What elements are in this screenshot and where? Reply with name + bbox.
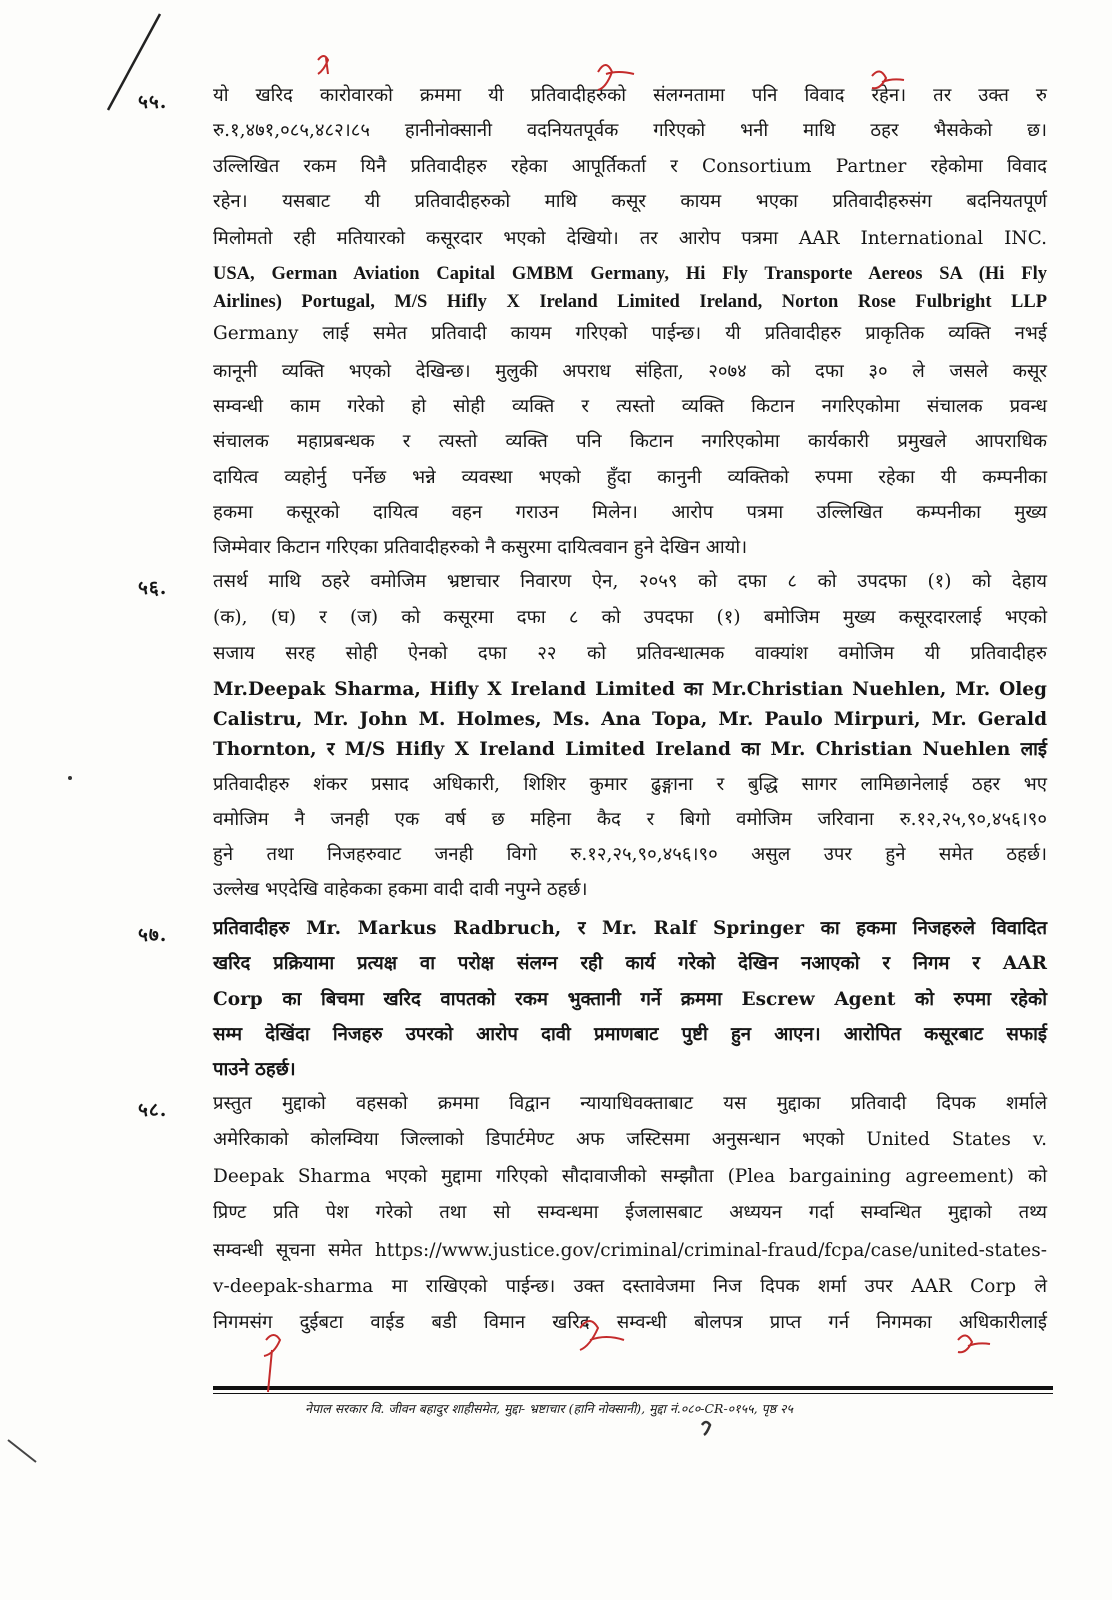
paragraph-line: (क), (घ) र (ज) को कसूरमा दफा ८ को उपदफा (१) बमोजिम मुख्य कसूरदारलाई भएको	[213, 607, 1047, 628]
paragraph-line: Corp का बिचमा खरिद वापतको रकम भुक्तानी गर्ने क्रममा Escrew Agent को रुपमा रहेको	[213, 989, 1047, 1010]
paragraph-number: ५६.	[138, 577, 168, 599]
paragraph-line: हुने तथा निजहरुवाट जनही विगो रु.१२,२५,९०,४५६।९० असुल उपर हुने समेत ठहर्छ।	[213, 844, 1047, 865]
initials-red-top	[318, 56, 904, 90]
paragraph-line: वमोजिम नै जनही एक वर्ष छ महिना कैद र बिगो वमोजिम जरिवाना रु.१२,२५,९०,४५६।९०	[213, 809, 1047, 830]
paragraph-line: Mr.Deepak Sharma, Hifly X Ireland Limited का Mr.Christian Nuehlen, Mr. Oleg	[213, 679, 1047, 700]
scan-streak-bottom	[8, 1440, 36, 1462]
paragraph-line: प्रतिवादीहरु Mr. Markus Radbruch, र Mr. Ralf Springer का हकमा निजहरुले विवादित	[213, 918, 1047, 939]
paragraph-line: दायित्व व्यहोर्नु पर्नेछ भन्ने व्यवस्था भएको हुँदा कानुनी व्यक्तिको रुपमा रहेका यी कम्पनीका	[213, 467, 1047, 488]
paragraph-line: उल्लेख भएदेखि वाहेकका हकमा वादी दावी नपुग्ने ठहर्छ।	[213, 879, 588, 900]
paragraph-line: मिलोमतो रही मतियारको कसूरदार भएको देखियो। तर आरोप पत्रमा AAR International INC.	[213, 228, 1047, 249]
footer-citation: नेपाल सरकार वि. जीवन बहादुर शाहीसमेत, मुद्दा- भ्रष्टाचार (हानि नोक्सानी), मुद्दा नं.०८०-CR-०१५५, पृष्ठ २५	[305, 1401, 794, 1416]
paragraph-number: ५८.	[138, 1099, 168, 1121]
paragraph-line: रहेन। यसबाट यी प्रतिवादीहरुको माथि कसूर कायम भएका प्रतिवादीहरुसंग बदनियतपूर्ण	[213, 191, 1047, 212]
scan-streak-top	[108, 14, 160, 110]
paragraph-line: कानूनी व्यक्ति भएको देखिन्छ। मुलुकी अपराध संहिता, २०७४ को दफा ३० ले जसले कसूर	[213, 361, 1047, 382]
paragraph-line: Deepak Sharma भएको मुद्दामा गरिएको सौदावाजीको सम्झौता (Plea bargaining agreement) को	[213, 1166, 1047, 1187]
paragraph-line: यो खरिद कारोवारको क्रममा यी प्रतिवादीहरुको संलग्नतामा पनि विवाद रहेन। तर उक्त रु	[213, 85, 1047, 106]
paragraph-line: प्रिण्ट प्रति पेश गरेको तथा सो सम्वन्धमा ईजलासबाट अध्ययन गर्दा सम्वन्धित मुद्दाको तथ्य	[213, 1202, 1047, 1223]
paragraph-number: ५५.	[138, 91, 168, 113]
paragraph-line: सम्म देखिंदा निजहरु उपरको आरोप दावी प्रमाणबाट पुष्टी हुन आएन। आरोपित कसूरबाट सफाई	[213, 1024, 1047, 1045]
paragraph-line: Germany लाई समेत प्रतिवादी कायम गरिएको पाईन्छ। यी प्रतिवादीहरु प्राकृतिक व्यक्ति नभई	[213, 323, 1047, 344]
initials-red-bottom	[264, 1321, 990, 1392]
paragraph-line: USA, German Aviation Capital GMBM Germany, Hi Fly Transporte Aereos SA (Hi Fly	[213, 264, 1047, 284]
paragraph-line: सम्वन्धी सूचना समेत https://www.justice.gov/criminal/criminal-fraud/fcpa/case/united-states-	[213, 1240, 1047, 1261]
paragraph-number: ५७.	[138, 924, 168, 946]
paragraph-line: संचालक महाप्रबन्धक र त्यस्तो व्यक्ति पनि किटान नगरिएकोमा कार्यकारी प्रमुखले आपराधिक	[213, 431, 1047, 452]
paragraph-line: निगमसंग दुईबटा वाईड बडी विमान खरिद सम्वन्धी बोलपत्र प्राप्त गर्न निगमका अधिकारीलाई	[213, 1312, 1047, 1333]
ink-smudge	[702, 1422, 710, 1435]
paragraph-line: खरिद प्रक्रियामा प्रत्यक्ष वा परोक्ष संलग्न रही कार्य गरेको देखिन नआएको र निगम र AAR	[213, 953, 1047, 974]
paragraph-line: प्रतिवादीहरु शंकर प्रसाद अधिकारी, शिशिर कुमार ढुङ्गाना र बुद्धि सागर लामिछानेलाई ठहर भए	[213, 774, 1047, 795]
paragraph-line: Calistru, Mr. John M. Holmes, Ms. Ana Topa, Mr. Paulo Mirpuri, Mr. Gerald	[213, 709, 1047, 730]
paragraph-line: Airlines) Portugal, M/S Hifly X Ireland Limited Ireland, Norton Rose Fulbright LLP	[213, 292, 1047, 312]
paragraph-line: रु.१,४७१,०८५,४८२।८५ हानीनोक्सानी वदनियतपूर्वक गरिएको भनी माथि ठहर भैसकेको छ।	[213, 120, 1047, 141]
paragraph-line: जिम्मेवार किटान गरिएका प्रतिवादीहरुको नै कसुरमा दायित्ववान हुने देखिन आयो।	[213, 537, 748, 558]
paragraph-line: हकमा कसूरको दायित्व वहन गराउन मिलेन। आरोप पत्रमा उल्लिखित कम्पनीका मुख्य	[213, 502, 1047, 523]
paragraph-line: तसर्थ माथि ठहरे वमोजिम भ्रष्टाचार निवारण ऐन, २०५९ को दफा ८ को उपदफा (१) को देहाय	[213, 571, 1047, 592]
paragraph-line: पाउने ठहर्छ।	[213, 1059, 296, 1080]
paragraph-line: उल्लिखित रकम यिनै प्रतिवादीहरु रहेका आपूर्तिकर्ता र Consortium Partner रहेकोमा विवाद	[213, 156, 1047, 177]
paragraph-line: v-deepak-sharma मा राखिएको पाईन्छ। उक्त दस्तावेजमा निज दिपक शर्मा उपर AAR Corp ले	[213, 1276, 1047, 1297]
paragraph-line: अमेरिकाको कोलम्विया जिल्लाको डिपार्टमेण्ट अफ जस्टिसमा अनुसन्धान भएको United States v.	[213, 1129, 1047, 1150]
ink-dot	[68, 776, 72, 780]
paragraph-line: प्रस्तुत मुद्दाको वहसको क्रममा विद्वान न्यायाधिवक्ताबाट यस मुद्दाका प्रतिवादी दिपक शर्माले	[213, 1093, 1047, 1114]
paragraph-line: सम्वन्धी काम गरेको हो सोही व्यक्ति र त्यस्तो व्यक्ति किटान नगरिएकोमा संचालक प्रवन्ध	[213, 396, 1047, 417]
paragraph-line: सजाय सरह सोही ऐनको दफा २२ को प्रतिवन्धात्मक वाक्यांश वमोजिम यी प्रतिवादीहरु	[213, 643, 1047, 664]
paragraph-line: Thornton, र M/S Hifly X Ireland Limited Ireland का Mr. Christian Nuehlen लाई	[213, 739, 1047, 760]
